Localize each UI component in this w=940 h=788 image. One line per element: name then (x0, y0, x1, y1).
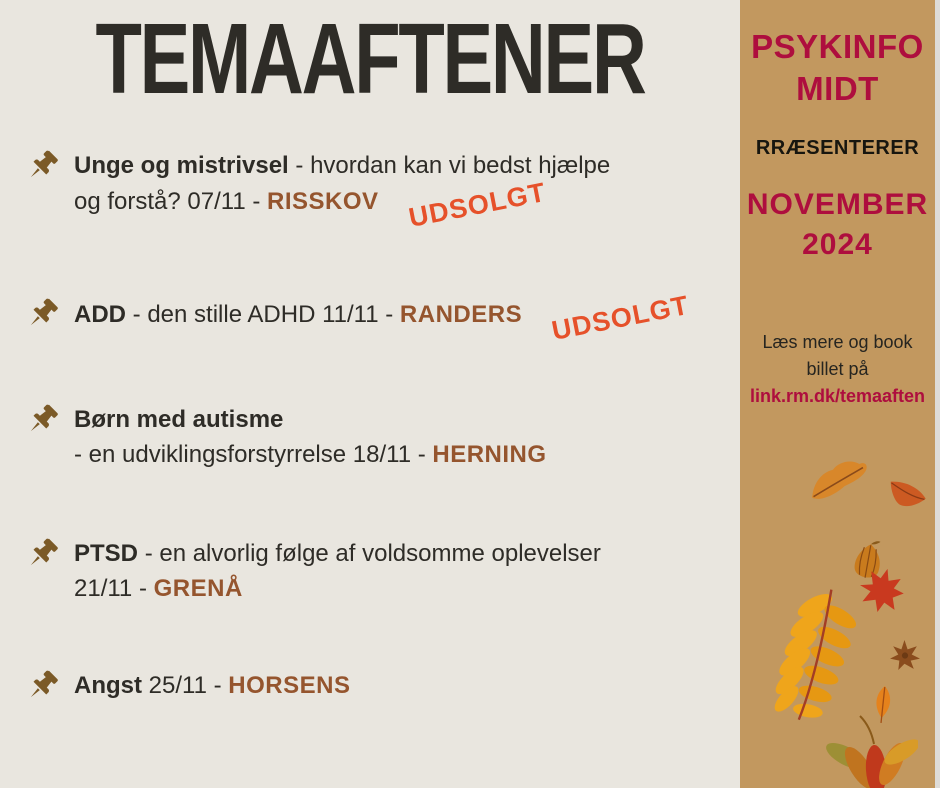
sidebar (740, 0, 935, 788)
pushpin-icon (24, 536, 60, 572)
event-location: RISSKOV (267, 188, 379, 215)
event-title: PTSD (74, 540, 139, 567)
event-item-born-med-autisme (24, 402, 710, 472)
event-line (74, 402, 547, 437)
right-edge-strip (935, 0, 940, 788)
presents-label: RRÆSENTERER (755, 137, 920, 159)
event-item-add (24, 289, 710, 346)
maple-leaf-icon (850, 559, 912, 618)
event-line: PTSD - en alvorlig følge af voldsomme oplevelser (74, 540, 601, 567)
event-line: - en udviklingsforstyrrelse 18/11 - HERNING (74, 441, 547, 468)
month-year: NOVEMBER 2024 (746, 188, 929, 261)
poster-title: TEMAAFTENER (95, 3, 645, 115)
event-item-ptsd (24, 536, 710, 606)
creeper-leaf-icon (826, 714, 918, 788)
pushpin-icon (24, 296, 60, 332)
event-item-angst (24, 668, 710, 704)
booking-link[interactable]: link.rm.dk/temaaften (749, 386, 926, 406)
pushpin-icon (24, 668, 60, 704)
pushpin-icon (24, 148, 60, 184)
event-line: Angst 25/11 - HORSENS (74, 672, 351, 699)
event-location: HORSENS (228, 672, 351, 699)
event-title: Unge og mistrivsel (74, 152, 289, 179)
event-line: ADD - den stille ADHD 11/11 - RANDERS UDSOLGT (74, 296, 689, 332)
event-location: GRENÅ (153, 575, 243, 602)
oak-leaf-icon (805, 456, 873, 512)
soldout-badge: UDSOLGT (549, 289, 692, 346)
physalis-lantern-icon (846, 535, 889, 587)
cta-text: Læs mere og book billet på (762, 332, 913, 379)
pushpin-icon (24, 402, 60, 438)
star-anise-icon (888, 638, 922, 672)
event-line: 21/11 - GRENÅ (74, 575, 243, 602)
event-title: ADD (74, 301, 126, 328)
rowan-leaf-icon (757, 583, 866, 724)
event-line: og forstå? 07/11 - RISSKOV UDSOLGT (74, 183, 610, 219)
event-item-unge-og-mistrivsel (24, 148, 710, 233)
event-line: Unge og mistrivsel - hvordan kan vi bedst hjælpe (74, 152, 611, 179)
event-location: HERNING (432, 441, 547, 468)
event-location: RANDERS (399, 301, 523, 328)
leaf-fragment-icon (883, 475, 931, 514)
event-title: Børn med autisme (74, 406, 284, 433)
event-title: Angst (74, 672, 142, 699)
brand-name: PSYKINFO MIDT (751, 28, 924, 107)
small-leaf-icon (866, 683, 900, 726)
soldout-badge: UDSOLGT (405, 176, 548, 233)
